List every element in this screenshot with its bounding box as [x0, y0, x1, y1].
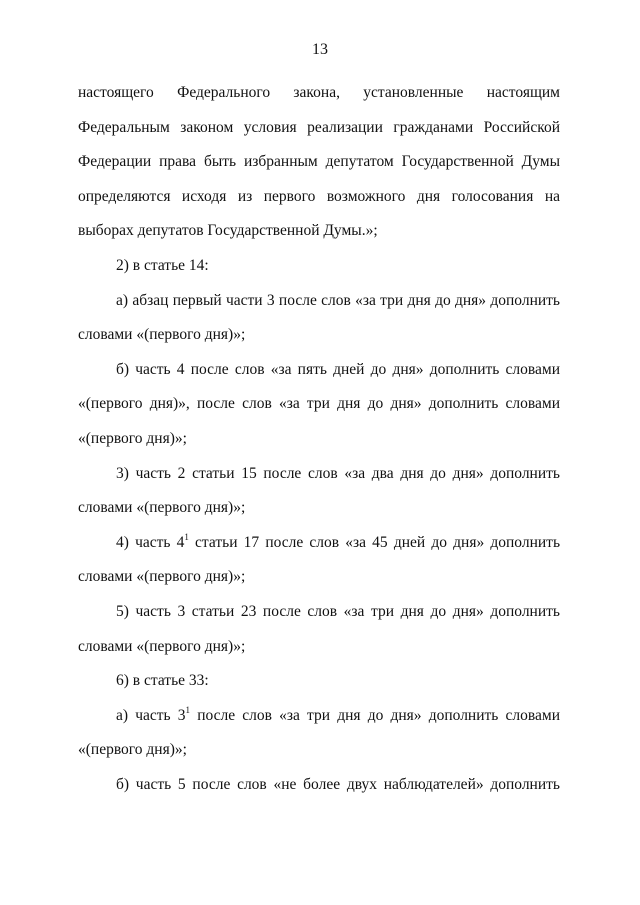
page-number: 13 [312, 41, 328, 58]
superscript: 1 [184, 531, 189, 542]
paragraph-item-6: 6) в статье 33: [116, 672, 209, 690]
paragraph-item-5: 5) часть 3 статьи 23 после слов «за три дня до дня» дополнить словами «(первого дня)»; [78, 602, 560, 655]
paragraph-item-4-before: 4) часть 4 [116, 533, 185, 551]
paragraph-item-2: 2) в статье 14: [116, 256, 209, 274]
paragraph-item-6a-before: а) часть 3 [116, 706, 186, 724]
paragraph-item-4 [78, 526, 560, 595]
paragraph-item-4-after: статьи 17 после слов «за 45 дней до дня» дополнить словами «(первого дня)»; [78, 533, 561, 586]
paragraph-item-6b: б) часть 5 после слов «не более двух наблюдателей» дополнить [116, 775, 560, 793]
document-body [78, 76, 560, 802]
paragraph-item-3: 3) часть 2 статьи 15 после слов «за два дня до дня» дополнить словами «(первого дня)»; [78, 464, 560, 517]
paragraph-item-2b: б) часть 4 после слов «за пять дней до дня» дополнить словами «(первого дня)», после слов «за три дня до дня» дополнить словами «(первого дня)»; [78, 360, 560, 447]
paragraph-item-6a [78, 699, 560, 768]
superscript: 1 [185, 704, 191, 715]
paragraph-item-2a: а) абзац первый части 3 после слов «за три дня до дня» дополнить словами «(первого дня)»; [78, 291, 560, 344]
paragraph-item-6a-after: после слов «за три дня до дня» дополнить словами «(первого дня)»; [78, 706, 560, 759]
paragraph-continuation: настоящего Федерального закона, установленные настоящим Федеральным законом условия реализации гражданами Российской Федерации права быть избранным депутатом Государственной Думы определяются исходя из первого возможного дня голосования на выборах депутатов Государственной Думы.»; [78, 84, 560, 240]
